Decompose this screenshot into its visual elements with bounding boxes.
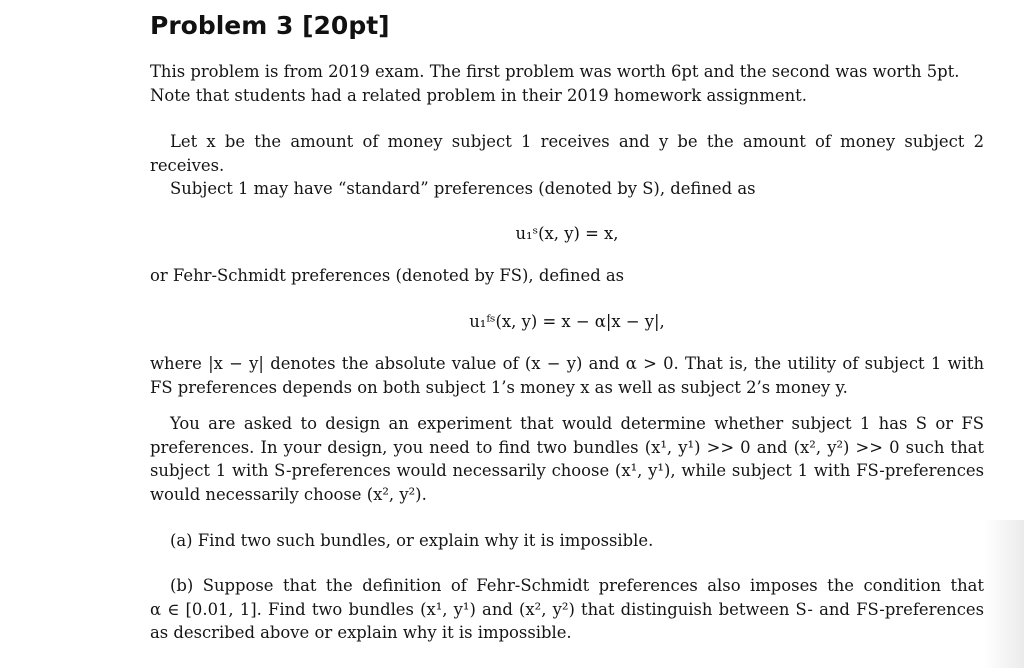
intro-paragraph <box>150 60 984 107</box>
part-b-line: (b) Suppose that the definition of Fehr-Schmidt preferences also imposes the condition that <box>170 576 984 595</box>
task-line: You are asked to design an experiment that would determine whether subject 1 has S or FS <box>170 414 984 433</box>
part-b-paragraph <box>150 574 984 645</box>
fs-intro-paragraph <box>150 264 984 288</box>
setup-line: Subject 1 may have “standard” preferences (denoted by S), defined as <box>170 179 756 198</box>
problem-heading: Problem 3 [20pt] <box>150 11 390 40</box>
task-line: subject 1 with S-preferences would necessarily choose (x¹, y¹), while subject 1 with FS-preferences <box>150 461 984 480</box>
where-paragraph <box>150 352 984 399</box>
part-b-line: α ∈ [0.01, 1]. Find two bundles (x¹, y¹) and (x², y²) that distinguish between S- and FS-preferences <box>150 599 984 619</box>
part-a-paragraph <box>150 529 984 553</box>
fs-intro-line: or Fehr-Schmidt preferences (denoted by FS), defined as <box>150 266 625 285</box>
intro-line: This problem is from 2019 exam. The first problem was worth 6pt and the second was worth 5pt. <box>150 62 960 81</box>
task-line: preferences. In your design, you need to find two bundles (x¹, y¹) >> 0 and (x², y²) >> 0 such that <box>150 437 984 457</box>
part-a-line: (a) Find two such bundles, or explain why it is impossible. <box>170 531 654 550</box>
fs-utility-equation: u₁ᶠˢ(x, y) = x − α|x − y|, <box>469 312 665 331</box>
part-b-line: as described above or explain why it is impossible. <box>150 623 572 642</box>
setup-line: receives. <box>150 155 225 175</box>
task-paragraph <box>150 412 984 506</box>
setup-paragraph <box>150 130 984 201</box>
intro-line: Note that students had a related problem in their 2019 homework assignment. <box>150 85 807 105</box>
setup-line: Let x be the amount of money subject 1 receives and y be the amount of money subject 2 <box>170 132 984 151</box>
task-line: would necessarily choose (x², y²). <box>150 484 427 504</box>
where-line: where |x − y| denotes the absolute value of (x − y) and α > 0. That is, the utility of subject 1 with <box>150 354 984 373</box>
page-edge-shadow <box>984 520 1024 668</box>
standard-utility-equation: u₁ˢ(x, y) = x, <box>515 224 619 243</box>
where-line: FS preferences depends on both subject 1’s money x as well as subject 2’s money y. <box>150 377 848 397</box>
